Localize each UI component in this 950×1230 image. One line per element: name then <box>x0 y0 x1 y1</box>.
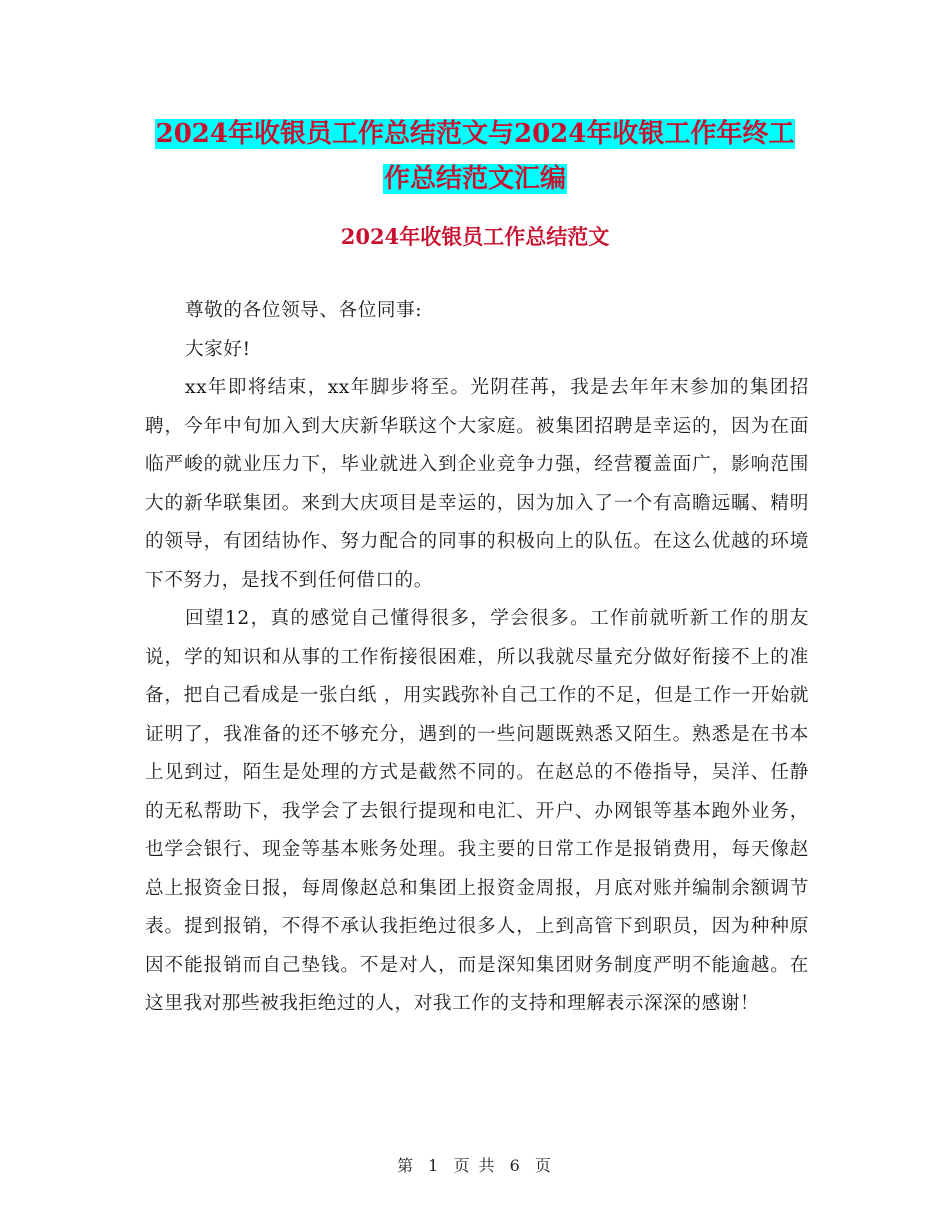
footer-mid: 页 共 <box>453 1156 497 1175</box>
paragraph-1: xx年即将结束，xx年脚步将至。光阴荏苒，我是去年年末参加的集团招聘，今年中旬加入到大庆新华联这个大家庭。被集团招聘是幸运的，因为在面临严峻的就业压力下，毕业就进入到企业竞争力强，经营覆盖面广，影响范围大的新华联集团。来到大庆项目是幸运的，因为加入了一个有高瞻远瞩、精明的领导，有团结协作、努力配合的同事的积极向上的队伍。在这么优越的环境下不努力，是找不到任何借口的。 <box>145 377 809 591</box>
total-page-number: 6 <box>509 1156 522 1175</box>
paragraph-2: 回望12，真的感觉自己懂得很多，学会很多。工作前就听新工作的朋友说，学的知识和从事的工作衔接很困难，所以我就尽量充分做好衔接不上的准备，把自己看成是一张白纸 ，用实践弥补自己工作的不足，但是工作一开始就证明了，我准备的还不够充分，遇到的一些问题既熟悉又陌生。熟悉是在书本上见到过，陌生是处理的方式是截然不同的。在赵总的不倦指导，吴洋、任静的无私帮助下，我学会了去银行提现和电汇、开户、办网银等基本跑外业务，也学会银行、现金等基本账务处理。我主要的日常工作是报销费用，每天像赵总上报资金日报，每周像赵总和集团上报资金周报，月底对账并编制余额调节表。提到报销，不得不承认我拒绝过很多人，上到高管下到职员，因为种种原因不能报销而自己垫钱。不是对人，而是深知集团财务制度严明不能逾越。在这里我对那些被我拒绝过的人，对我工作的支持和理解表示深深的感谢！ <box>145 608 809 1014</box>
footer-prefix: 第 <box>397 1156 416 1175</box>
current-page-number: 1 <box>428 1156 441 1175</box>
footer-suffix: 页 <box>534 1156 553 1175</box>
body-text <box>145 292 809 1024</box>
document-title <box>140 112 810 202</box>
page-footer <box>0 1153 950 1176</box>
salutation: 尊敬的各位领导、各位同事: <box>184 300 423 321</box>
title-line-2: 作总结范文汇编 <box>383 164 566 194</box>
section-subtitle: 2024年收银员工作总结范文 <box>340 224 610 249</box>
greeting: 大家好! <box>184 338 251 360</box>
title-line-1: 2024年收银员工作总结范文与2024年收银工作年终工 <box>155 119 795 149</box>
